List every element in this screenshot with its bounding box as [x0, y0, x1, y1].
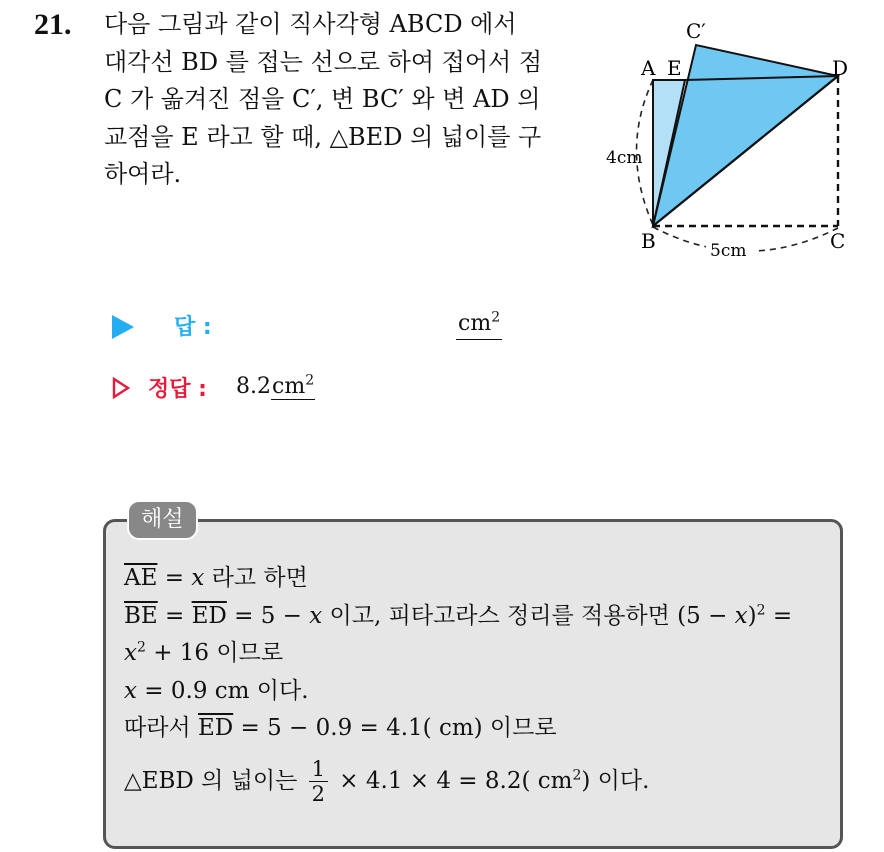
text: = 5 − 0.9 = 4.1( cm) 이므로 — [233, 715, 557, 741]
fraction-numerator: 1 — [309, 757, 328, 782]
explanation-line — [124, 673, 834, 711]
label-c: C — [830, 229, 846, 253]
label-b: B — [641, 229, 656, 253]
answer-unit: cm — [458, 311, 492, 336]
text: 이고, 피타고라스 정리를 적용하면 (5 − — [322, 602, 735, 629]
explanation-line — [124, 752, 834, 810]
explanation-line — [124, 560, 834, 598]
explanation-line — [124, 710, 834, 748]
solution-row — [112, 372, 532, 406]
play-icon — [112, 315, 134, 339]
variable-x: x — [191, 565, 205, 591]
variable-x: x — [124, 677, 137, 704]
text: 라고 하면 — [204, 565, 308, 591]
label-a: A — [641, 56, 656, 80]
text: 따라서 — [124, 715, 198, 741]
outline-play-icon — [112, 377, 130, 399]
variable-x: x — [124, 640, 137, 666]
question-line: C 가 옮겨진 점을 C′, 변 BC′ 와 변 AD 의 — [104, 85, 541, 113]
label-d: D — [832, 56, 849, 80]
answer-unit-exponent: 2 — [491, 309, 501, 326]
question-line: 대각선 BD 를 접는 선으로 하여 접어서 점 — [104, 47, 543, 76]
text: × 4.1 × 4 = 8.2( cm — [332, 767, 573, 794]
variable-x: x — [309, 602, 323, 629]
answer-label: 답 : — [174, 315, 212, 340]
text: = — [765, 602, 793, 629]
text: ) — [747, 602, 757, 629]
exponent: 2 — [572, 766, 582, 783]
folded-rectangle-figure — [600, 18, 860, 268]
segment-be: $\overline{BE}$ — [124, 602, 158, 629]
label-height: 4cm — [606, 148, 643, 168]
explanation-tag: 해설 — [127, 500, 198, 540]
text: = — [157, 602, 192, 629]
text: ) 이다. — [581, 767, 650, 794]
question-text — [104, 6, 584, 194]
fraction-denominator: 2 — [311, 782, 325, 806]
text: + 16 이므로 — [145, 640, 284, 666]
explanation-content — [124, 560, 834, 810]
text: △EBD 의 넓이는 — [124, 767, 305, 794]
question-line: 다음 그림과 같이 직사각형 ABCD 에서 — [104, 10, 517, 38]
question-line: 교점을 E 라고 할 때, △BED 의 넓이를 구 — [104, 122, 542, 151]
exponent: 2 — [136, 639, 146, 656]
segment-ed: $\overline{ED}$ — [197, 715, 234, 741]
fraction-one-half — [309, 757, 328, 806]
segment-ed: $\overline{ED}$ — [191, 602, 227, 629]
solution-unit-exponent: 2 — [305, 372, 315, 389]
explanation-line — [124, 598, 834, 636]
explanation-line — [124, 635, 834, 673]
segment-ae: $\overline{AE}$ — [124, 565, 158, 591]
text: = — [157, 565, 192, 591]
text: = 0.9 cm 이다. — [136, 677, 309, 704]
answer-blank[interactable] — [456, 310, 502, 340]
solution-unit: cm — [272, 374, 306, 399]
label-e: E — [667, 56, 682, 80]
text: = 5 − — [226, 602, 310, 629]
answer-row — [112, 310, 532, 344]
question-number: 21. — [34, 8, 72, 41]
solution-label: 정답 : — [148, 377, 207, 402]
variable-x: x — [734, 602, 748, 629]
solution-value-group — [236, 374, 315, 399]
label-c-prime: C′ — [686, 19, 706, 43]
question-line: 하여라. — [104, 160, 182, 188]
solution-value: 8.2 — [236, 374, 271, 399]
exponent: 2 — [756, 601, 766, 618]
solution-unit-group — [271, 374, 315, 400]
label-width: 5cm — [710, 241, 747, 261]
